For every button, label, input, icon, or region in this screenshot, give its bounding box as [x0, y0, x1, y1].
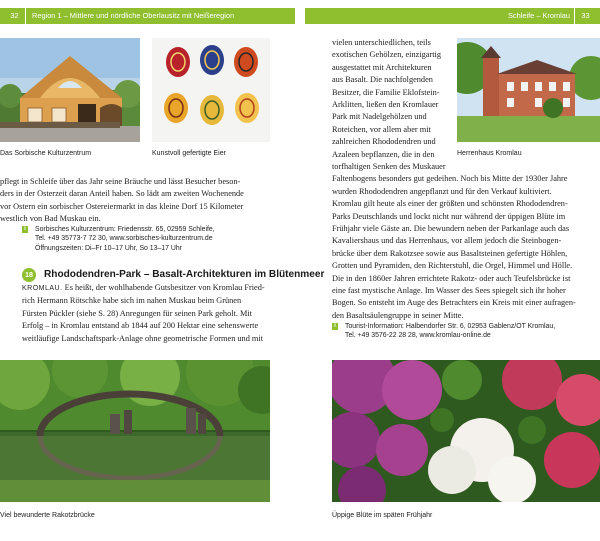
caption-eier: Kunstvoll gefertigte Eier [152, 150, 226, 157]
left-page-number: 32 [4, 8, 26, 24]
text-line: Roteichen, vor allem aber mit [332, 124, 431, 134]
left-paragraph-2 [22, 282, 292, 345]
info-line: Tel. +49 3576-22 28 28, www.kromlau-online.de [345, 332, 491, 340]
caption-kulturzentrum: Das Sorbische Kulturzentrum [0, 150, 92, 157]
text-line: rich Hermann Rötschke habe sich im nahen Muskau beim Grünen [22, 296, 242, 306]
section-title: Rhododendren-Park – Basalt-Architekturen im Blütenmeer [44, 269, 325, 280]
info-line: Tourist-Information: Halbendorfer Str. 6, 02953 Gablenz/OT Kromlau, [345, 323, 556, 330]
text-line: Azaleen bepflanzen, die in den [332, 149, 435, 159]
text-line: pflegt in Schleife über das Jahr seine Bräuche und lässt Besucher beson- [0, 177, 241, 186]
right-page-header [305, 8, 600, 24]
text-line: Arklitten, ließen den Kromlauer [332, 100, 439, 110]
text-line: Park mit Nadelgehölzen und [332, 112, 427, 122]
rakotzbruecke-photo [0, 360, 270, 502]
left-page-header [0, 8, 295, 24]
eier-photo [152, 38, 270, 142]
section-number: 18 [22, 268, 36, 282]
text-line: Kavaliershaus und das Herrenhaus, vor allem jedoch die Steinbogen- [332, 236, 562, 246]
text-line: ausgestattet mit Architekturen [332, 62, 432, 72]
info-kromlau [332, 322, 600, 341]
text-line: Die in den 1860er Jahren errichtete Rakotz- oder auch Teufelsbrücke ist [332, 273, 571, 283]
info-icon: i [22, 226, 28, 233]
info-kulturzentrum [22, 225, 292, 253]
text-line: Erfolg – in Kromlau entstand ab 1844 auf 200 Hektar eine sehenswerte [22, 321, 259, 331]
info-icon: i [332, 323, 338, 330]
right-running-title: Schleife – Kromlau [507, 11, 570, 20]
text-line: Parks Deutschlands und lockt nicht nur während der üppigen Blüte im [332, 211, 566, 221]
text-line: aus Basalt. Die nachfolgenden [332, 75, 433, 85]
text-line: Fürsten Pückler (siehe S. 28) Anregungen für seinen Park geholt. Mit [22, 308, 252, 318]
text-line: den Basaltsäulengruppe in seiner Mitte. [332, 310, 464, 320]
text-line: Besitzer, die Familie Eklofstein- [332, 87, 440, 97]
left-paragraph-1 [0, 176, 292, 226]
caption-herrenhaus: Herrenhaus Kromlau [457, 150, 522, 157]
caption-bluete: Üppige Blüte im späten Frühjahr [332, 512, 433, 519]
place-name: KROMLAU. [22, 285, 63, 292]
kulturzentrum-photo [0, 38, 140, 142]
text-line: ders in der Osterzeit daran Anteil haben. So lädt am zweiten Wochenende [0, 189, 244, 199]
caption-rakotzbruecke: Viel bewunderte Rakotzbrücke [0, 512, 95, 519]
text-line: westlich von Bad Muskau ein. [0, 214, 101, 224]
text-line: torfhaltigen Senken des Muskauer [332, 162, 446, 172]
herrenhaus-photo [457, 38, 600, 142]
text-line: vor Ostern ein sorbischer Ostereiermarkt in das kleine Dorf 15 Kilometer [0, 201, 244, 211]
info-line: Sorbisches Kulturzentrum: Friedensstr. 65, 02959 Schleife, [35, 226, 215, 233]
text-line: vielen unterschiedlichen, teils [332, 38, 431, 47]
text-line: Frühjahr viele Gäste an. Die bewundern neben der Parkanlage auch das [332, 224, 570, 234]
text-span: Es heißt, der wohlhabende Gutsbesitzer von Kromlau Fried- [62, 283, 265, 292]
right-page-number: 33 [574, 8, 596, 24]
text-line: wurden Rhododendren angepflanzt und für den Verkauf kultiviert. [332, 186, 552, 196]
text-line: brücke über dem Rakotzsee sowie aus Basaltsteinen gefertigte Höhlen, [332, 248, 568, 258]
text-line: Grotten und Pyramiden, den Richterstuhl, die Orgel, Himmel und Hölle. [332, 261, 573, 271]
info-line: Tel. +49 35773-7 72 30, www.sorbisches-kulturzentrum.de [35, 235, 213, 243]
right-paragraph-narrow [332, 37, 452, 173]
text-line: Faltenbogens besonders gut gedeihen. Noch bis Mitte der 1930er Jahre [332, 174, 568, 184]
text-line [22, 282, 292, 295]
text-line: weitläufige Landschaftspark-Anlage ohne geometrische Formen und mit [22, 333, 263, 343]
info-line: Öffnungszeiten: Di–Fr 10–17 Uhr, So 13–17 Uhr [35, 244, 182, 252]
bluete-photo [332, 360, 600, 502]
text-line: exotischen Gehölzen, einzigartig [332, 50, 441, 60]
text-line: zahlreichen Rhododendren und [332, 137, 436, 147]
text-line: Kromlau gilt heute als einer der größten und schönsten Rhododendren- [332, 199, 568, 209]
left-running-title: Region 1 – Mittlere und nördliche Oberlausitz mit Neißeregion [32, 11, 235, 20]
right-paragraph-wide [332, 173, 600, 322]
text-line: Bogen. So entsteht im Auge des Betrachters ein Kreis mit einer aufragen- [332, 298, 576, 308]
text-line: eine fast mystische Anlage. Im Wasser des Sees spiegelt sich ihr hoher [332, 286, 566, 296]
